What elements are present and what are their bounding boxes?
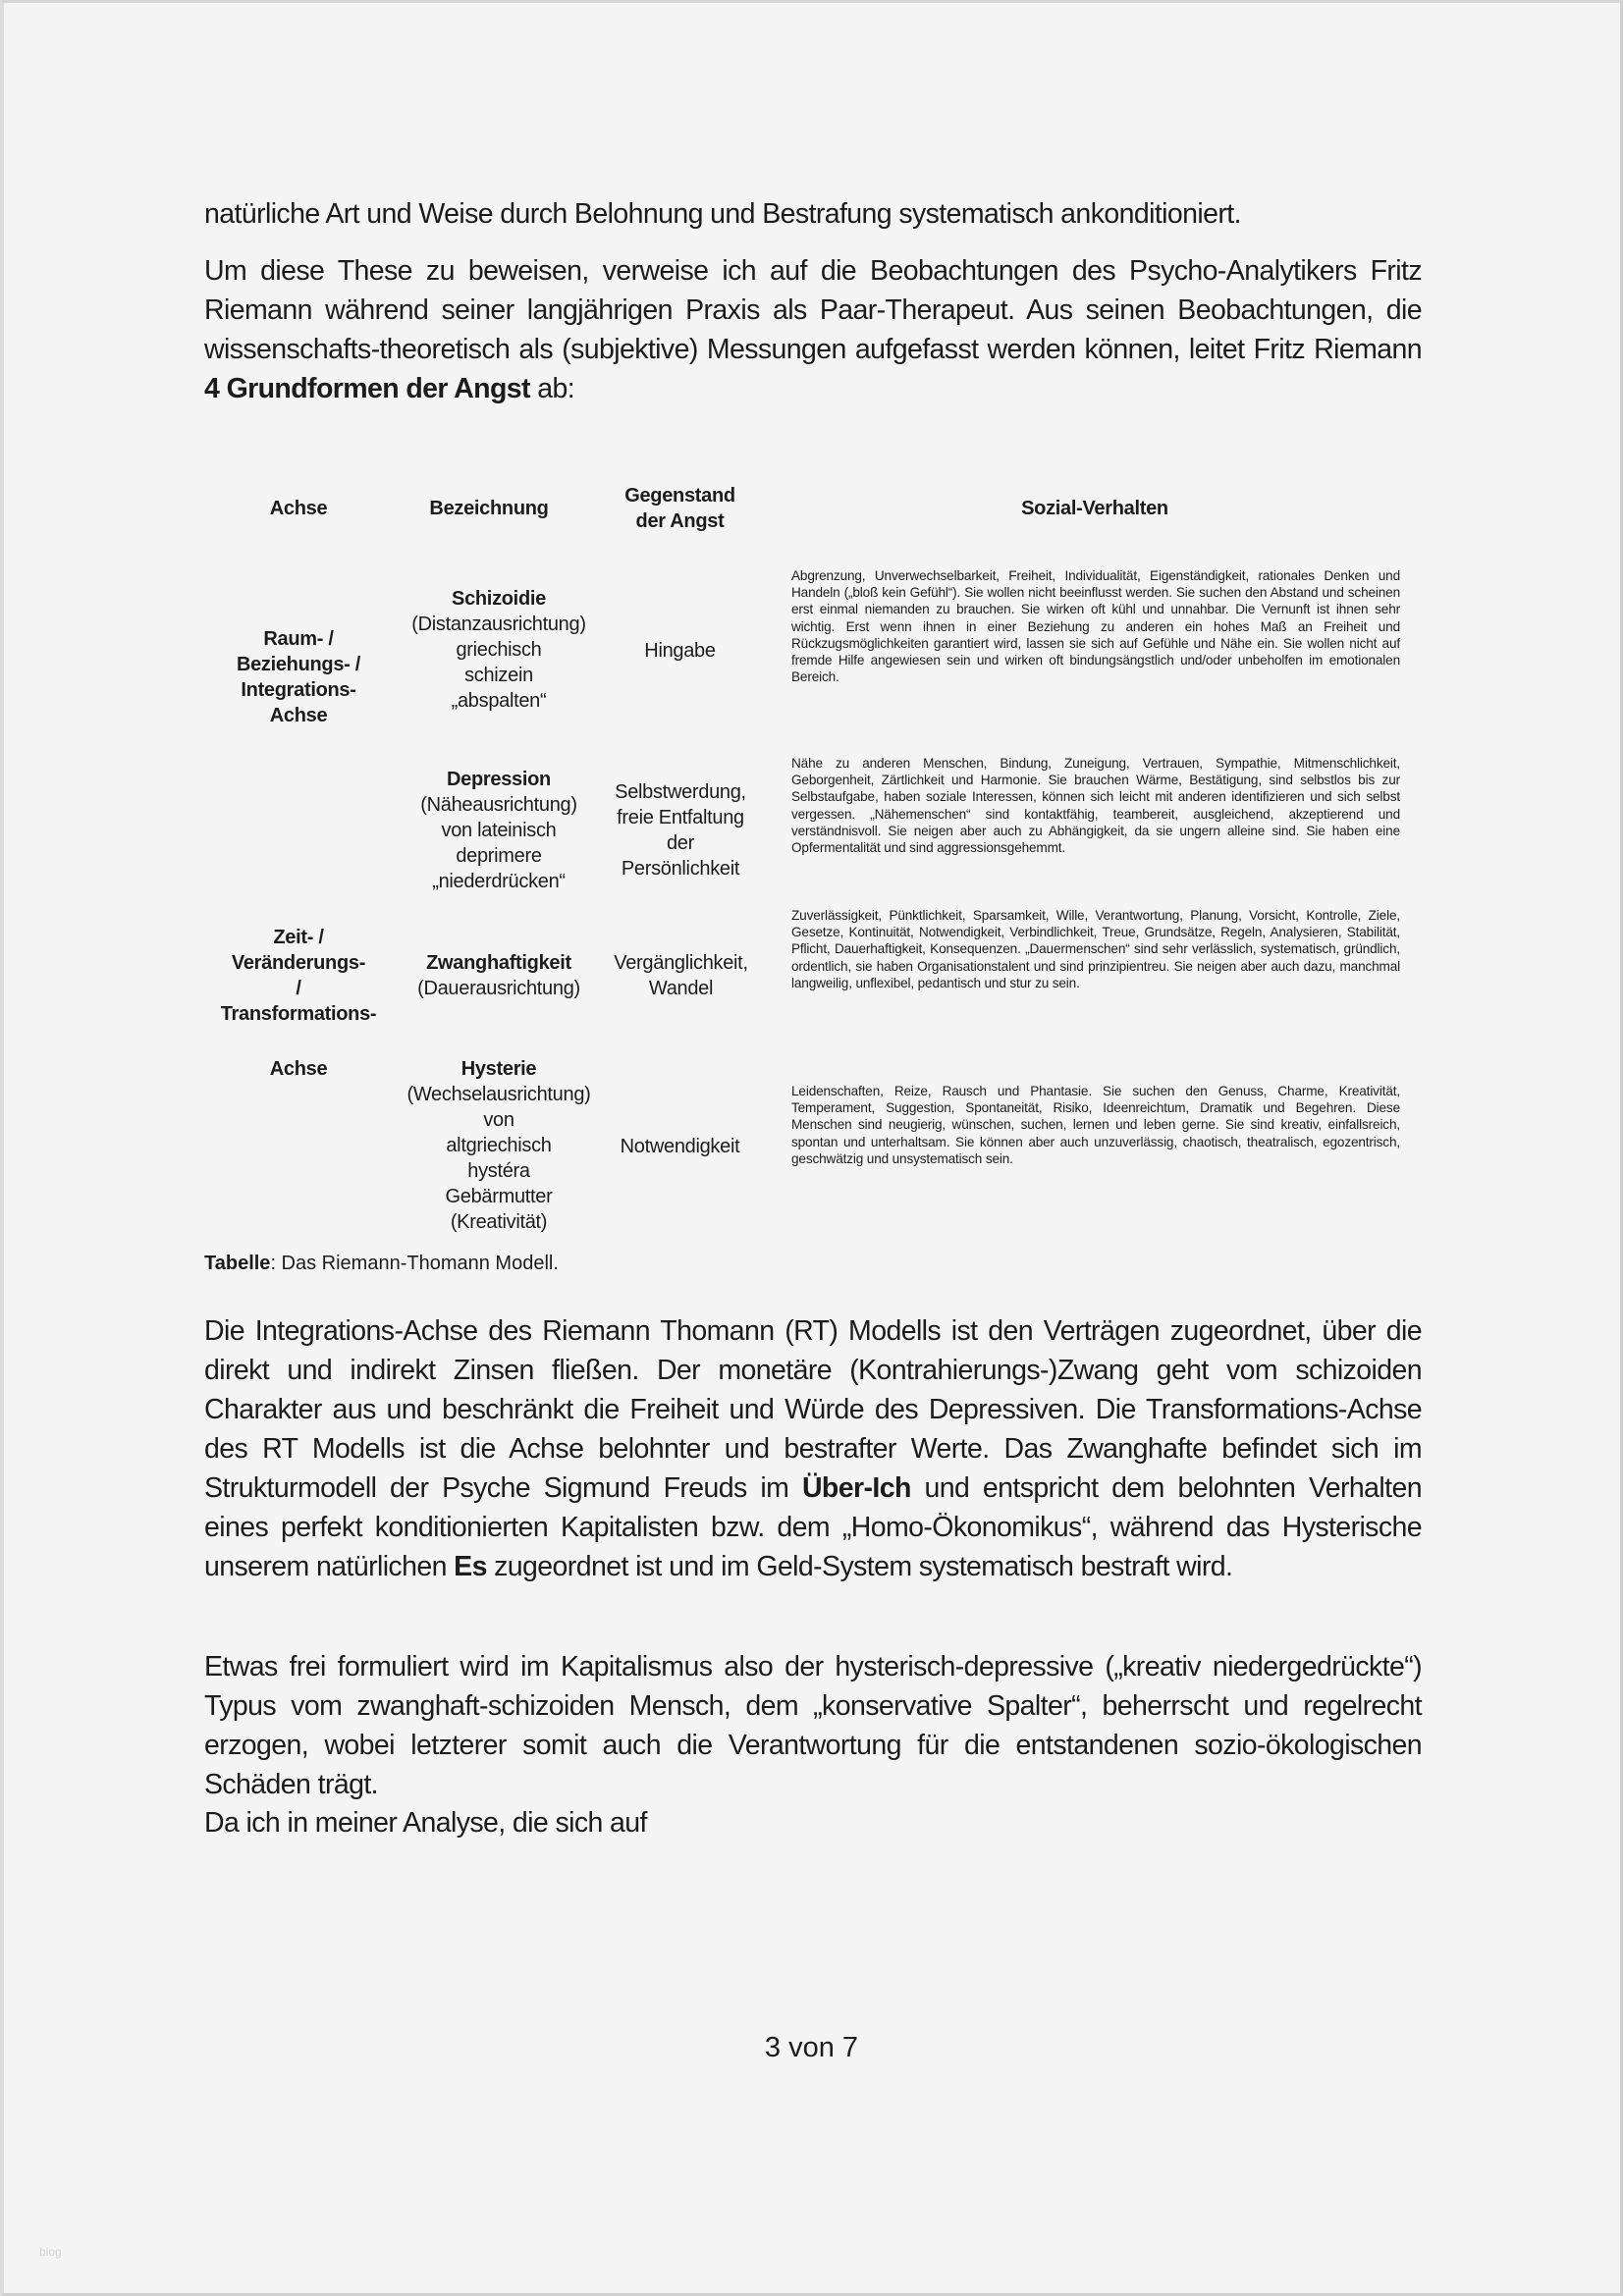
table-cell-social-schizoidie: Abgrenzung, Unverwechselbarkeit, Freiheit, Individualität, Eigenständigkeit, rationales Denken und Handeln („bloß kein Gefühl“). Sie wollen nicht beeinflusst werden. Sie suchen den Abstand und scheinen erst einmal niemanden zu brauchen. Sie wirken oft kühl und unnahbar. Die Vernunft ist ihnen sehr wichtig. Erst wenn ihnen in einer Beziehung zu anderen ein hohes Maß an Freiheit und Rückzugsmöglichkeiten garantiert wird, lassen sie sich auf Gefühle und Nähe ein. Sie wollen nicht auf fremde Hilfe angewiesen sein und wirken oft bindungsängstlich und/oder unbeholfen im emotionalen Bereich. — [791, 568, 1400, 685]
type-detail: (Distanzausrichtung) — [411, 614, 586, 635]
axis-line: Transformations- — [220, 1003, 377, 1025]
type-detail: Gebärmutter — [445, 1186, 553, 1207]
type-detail: hystéra — [467, 1160, 530, 1182]
paragraph-text: ab: — [529, 373, 575, 404]
table-cell-object-vergaenglichkeit — [595, 950, 767, 1001]
object-line: der — [666, 832, 694, 854]
type-detail: (Näheausrichtung) — [420, 794, 577, 816]
table-cell-social-depression: Nähe zu anderen Menschen, Bindung, Zuneigung, Vertrauen, Sympathie, Mitmenschlichkeit, Geborgenheit, Zärtlichkeit und Harmonie. Sie brauchen Wärme, Bestätigung, sind selbstlos bis zur Selbstaufgabe, haben soziale Interessen, können sich leicht mit anderen identifizieren und sich selbst vergessen. „Nähemenschen“ sind kontaktfähig, teambereit, ausgleichend, akzeptierend und verständnisvoll. Sie neigen aber auch zu Abhängigkeit, da sie ungern alleine sind. Sie haben eine Opfermentalität und sind aggressionsgehemmt. — [791, 756, 1400, 856]
type-detail: (Kreativität) — [450, 1211, 548, 1233]
type-name: Hysterie — [460, 1058, 537, 1080]
paragraph-analysis-start: Da ich in meiner Analyse, die sich auf — [204, 1807, 647, 1839]
type-detail: deprimere — [456, 845, 542, 867]
emphasis-grundformen: 4 Grundformen der Angst — [204, 373, 530, 404]
table-header-social: Sozial-Verhalten — [1021, 498, 1168, 519]
paragraph-rt-model — [204, 1311, 1422, 1586]
table-cell-social-hysterie: Leidenschaften, Reize, Rausch und Phantasie. Sie suchen den Genuss, Charme, Kreativität, Temperament, Suggestion, Spontaneität, Risiko, Ideenreichtum, Dramatik und Begehren. Diese Menschen sind neugierig, wünschen, suchen, lernen und leben gerne. Sie sind kreativ, einfallsreich, spontan und unterhaltsam. Sie können aber auch unzuverlässig, chaotisch, theatralisch, egozentrisch, geschwätzig und unsystematisch sein. — [791, 1084, 1400, 1166]
type-detail: von — [483, 1109, 514, 1131]
axis-line: Achse — [269, 705, 328, 726]
type-detail: schizein — [464, 665, 533, 686]
watermark: blog — [39, 2245, 62, 2259]
object-line: freie Entfaltung — [617, 807, 744, 828]
axis-time-tail: Achse — [269, 1058, 328, 1080]
table-cell-social-zwanghaftigkeit: Zuverlässigkeit, Pünktlichkeit, Sparsamkeit, Wille, Verantwortung, Planung, Vorsicht, Kontrolle, Ziele, Gesetze, Kontinuität, Notwendigkeit, Verbindlichkeit, Treue, Grundsätze, Regeln, Analysieren, Stabilität, Pflicht, Dauerhaftigkeit, Konsequenzen. „Dauermenschen“ sind sehr verlässlich, systematisch, gründlich, ordentlich, sie haben Organisationstalent und sind prinzipientreu. Sie neigen aber auch dazu, manchmal langweilig, unflexibel, pedantisch und stur zu sein. — [791, 908, 1400, 990]
page-number: 3 von 7 — [764, 2032, 859, 2063]
paragraph-text: Um diese These zu beweisen, verweise ich auf die Beobachtungen des Psycho-Analytikers Fritz Riemann während seiner langjährigen Praxis als Paar-Therapeut. Aus seinen Beobachtungen, die wissenschafts-theoretisch als (subjektive) Messungen aufgefasst werden können, leitet Fritz Riemann — [204, 255, 1422, 365]
type-detail: (Wechselausrichtung) — [406, 1084, 591, 1105]
paragraph-intro-tail: natürliche Art und Weise durch Belohnung und Bestrafung systematisch ankonditioniert. — [204, 198, 1241, 230]
paragraph-riemann-intro — [204, 251, 1422, 408]
table-cell-object-notwendigkeit — [599, 1134, 761, 1159]
axis-line: Veränderungs- — [231, 952, 366, 974]
table-cell-object-selbstwerdung — [597, 779, 764, 881]
table-caption — [204, 1251, 559, 1276]
table-cell-name-zwanghaftigkeit — [396, 950, 602, 1001]
type-detail: „niederdrücken“ — [432, 871, 566, 892]
object-line: Wandel — [648, 978, 714, 999]
paragraph-capitalism: Etwas frei formuliert wird im Kapitalismus also der hysterisch-depressive („kreativ niedergedrückte“) Typus vom zwanghaft-schizoiden Mensch, dem „konservative Spalter“, beherrscht und regelrecht erzogen, wobei letzterer somit auch die Verantwortung für die entstandenen sozio-ökologischen Schäden trägt. — [204, 1651, 1422, 1800]
object-line: Vergänglichkeit, — [614, 952, 748, 974]
type-name: Depression — [447, 769, 551, 790]
paragraph-text: und entspricht dem belohnten Verhalten eines perfekt konditionierten Kapitalisten bzw. dem „Homo-Ökonomikus“, während das Hysterische unserem natürlichen — [204, 1472, 1422, 1582]
axis-line: Zeit- / — [273, 927, 324, 948]
object-line: Persönlichkeit — [621, 858, 740, 880]
type-detail: „abspalten“ — [451, 690, 547, 712]
table-header-object — [599, 483, 761, 534]
emphasis-ueber-ich: Über-Ich — [801, 1472, 911, 1504]
table-cell-name-schizoidie — [401, 586, 597, 714]
axis-line: Beziehungs- / — [236, 654, 361, 675]
type-detail: griechisch — [456, 639, 542, 661]
object-line: Selbstwerdung, — [615, 781, 746, 803]
type-name: Schizoidie — [452, 588, 546, 610]
table-cell-name-hysterie — [401, 1056, 597, 1235]
axis-space-relationship-integration — [210, 626, 387, 728]
table-header-axis: Achse — [269, 498, 328, 519]
paragraph-text: zugeordnet ist und im Geld-System systematisch bestraft wird. — [486, 1551, 1233, 1582]
object-line: Hingabe — [644, 640, 716, 662]
object-line: Notwendigkeit — [620, 1136, 740, 1157]
caption-label: Tabelle — [204, 1253, 271, 1274]
type-detail: altgriechisch — [446, 1135, 552, 1156]
table-header-name: Bezeichnung — [429, 498, 549, 519]
type-name: Zwanghaftigkeit — [426, 952, 571, 974]
type-detail: von lateinisch — [441, 820, 557, 841]
header-line: der Angst — [635, 510, 725, 532]
axis-line: Raum- / — [263, 628, 334, 650]
emphasis-es: Es — [454, 1551, 487, 1582]
axis-line: Integrations- — [241, 679, 356, 701]
paragraph-text: Die Integrations-Achse des Riemann Thomann (RT) Modells ist den Verträgen zugeordnet, über die direkt und indirekt Zinsen fließen. Der monetäre (Kontrahierungs-)Zwang geht vom schizoiden Charakter aus und beschränkt die Freiheit und Würde des Depressiven. Die Transformations-Achse des RT Modells ist die Achse belohnter und bestrafter Werte. Das Zwanghafte befindet sich im Strukturmodell der Psyche Sigmund Freuds im — [204, 1315, 1422, 1504]
header-line: Gegenstand — [624, 485, 735, 507]
caption-text: : Das Riemann-Thomann Modell. — [270, 1253, 559, 1274]
table-cell-object-hingabe — [599, 638, 761, 664]
axis-time-change-transformation — [200, 925, 397, 1027]
type-detail: (Dauerausrichtung) — [417, 978, 580, 999]
axis-line: / — [296, 978, 301, 999]
table-cell-name-depression — [401, 767, 597, 894]
